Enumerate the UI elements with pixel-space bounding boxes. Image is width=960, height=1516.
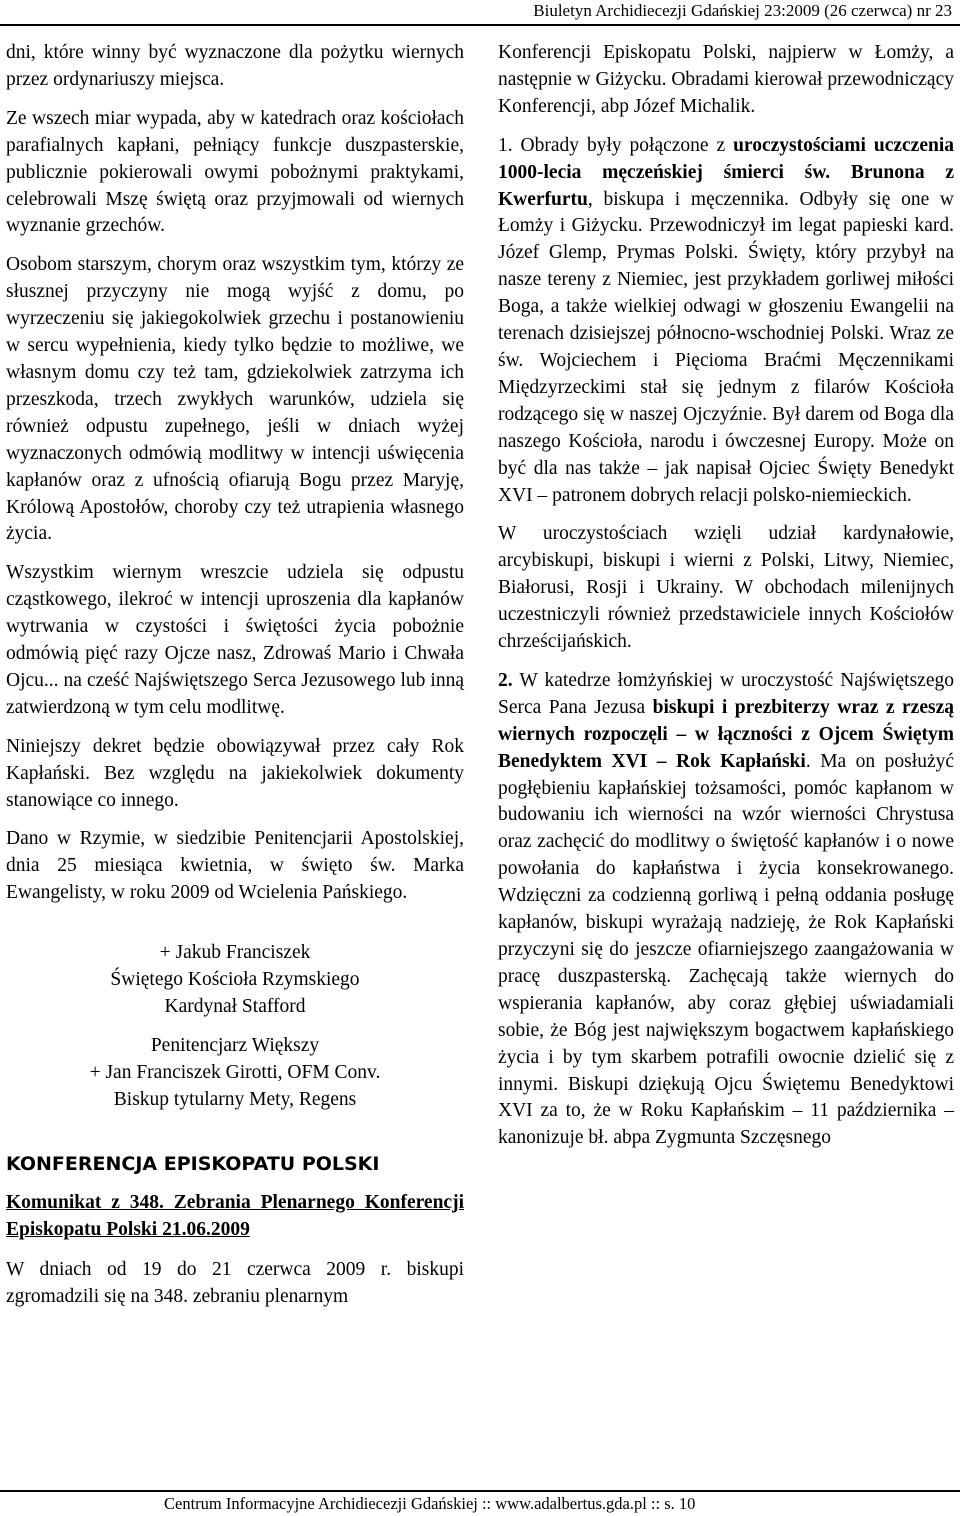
bold-text: uroczystościami uczczenia 1000-lecia męczeńskiej śmierci św. Brunona z Kwerfurtu <box>498 134 954 210</box>
bold-text: biskupi i prezbiterzy wraz z rzeszą wiernych rozpoczęli – w łączności z Ojcem Świętym Benedyktem XVI – Rok Kapłański <box>498 696 954 772</box>
signature-line: Świętego Kościoła Rzymskiego <box>110 969 360 991</box>
paragraph: Dano w Rzymie, w siedzibie Penitencjarii Apostolskiej, dnia 25 miesiąca kwietnia, w święto św. Marka Ewangelisty, w roku 2009 od Wcielenia Pańskiego. <box>6 828 464 904</box>
paragraph: Konferencji Episkopatu Polski, najpierw w Łomży, a następnie w Giżycku. Obradami kierował przewodniczący Konferencji, abp Józef Michalik. <box>498 42 954 117</box>
signature-block-2 <box>6 1032 464 1113</box>
paragraph: W dniach od 19 do 21 czerwca 2009 r. biskupi zgromadzili się na 348. zebraniu plenarnym <box>6 1259 464 1308</box>
signature-line: Biskup tytularny Mety, Regens <box>113 1089 357 1111</box>
text-run: Obrady były połączone z <box>512 134 734 156</box>
section-heading: KONFERENCJA EPISKOPATU POLSKI <box>6 1153 380 1176</box>
item-number: 1. <box>498 134 513 156</box>
signature-line: Penitencjarz Większy <box>150 1035 320 1057</box>
paragraph <box>498 668 954 1152</box>
paragraph <box>498 133 954 510</box>
right-column <box>498 40 954 1164</box>
signature-line: + Jan Franciszek Girotti, OFM Conv. <box>89 1062 381 1084</box>
paragraph: Ze wszech miar wypada, aby w katedrach oraz kościołach parafialnych kapłani, pełniący funkcje duszpasterskie, publicznie pokierowali owymi pobożnymi praktykami, celebrowali Mszę świętą oraz przyjmowali od wiernych wyznanie grzechów. <box>6 107 464 237</box>
header-rule <box>0 24 960 26</box>
signature-line: + Jakub Franciszek <box>159 942 311 964</box>
communique-title: Komunikat z 348. Zebrania Plenarnego Konferencji Episkopatu Polski 21.06.2009 <box>6 1192 464 1241</box>
text-run: . Ma on posłużyć pogłębieniu kapłańskiej tożsamości, pomóc kapłanom w budowaniu ich wierności na wzór wierności Chrystusa oraz zachęcić do modlitwy o świętość kapłanów i o nowe powołania do kapłaństwa i życia konsekrowanego. Wdzięczni za codzienną gorliwą i pełną oddania posługę kapłanów, biskupi wyrażają nadzieję, że Rok Kapłański przyczyni się do jeszcze ofiarniejszego zaangażowania w pracę duszpasterską. Zachęcają także wiernych do wspierania kapłanów, aby coraz głębiej uświadamiali sobie, że Bóg jest największym bogactwem kapłańskiego życia i by tym skarbem potrafili owocnie dzielić się z innymi. Biskupi dziękują Ojcu Świętemu Benedyktowi XVI za to, że w Roku Kapłańskim – 11 października – kanonizuje bł. abpa Zygmunta Szczęsnego <box>498 750 954 1149</box>
text-run: , biskupa i męczennika. Odbyły się one w Łomży i Giżycku. Przewodniczył im legat papieski kard. Józef Glemp, Prymas Polski. Święty, który przybył na nasze tereny z Niemiec, jest przykładem gorliwej miłości Boga, a także wielkiej odwagi w głoszeniu Ewangelii na terenach dzisiejszej północno-wschodniej Polski. Wraz ze św. Wojciechem i Pięcioma Braćmi Męczennikami Międzyrzeckimi stał się jednym z filarów Kościoła rodzącego się w naszej Ojczyźnie. Był darem od Boga dla naszego Kościoła, narodu i ówczesnej Europy. Może on być dla nas także – jak napisał Ojciec Święty Benedykt XVI – patronem dobrych relacji polsko-niemieckich. <box>498 188 954 506</box>
item-number: 2. <box>498 669 513 691</box>
signature-block-1 <box>6 939 464 1020</box>
text-run: W katedrze łomżyńskiej w uroczystość Najświętszego Serca Pana Jezusa <box>498 669 954 718</box>
footer-rule <box>0 1490 960 1492</box>
paragraph: dni, które winny być wyznaczone dla pożytku wiernych przez ordynariuszy miejsca. <box>6 42 464 90</box>
paragraph: Niniejszy dekret będzie obowiązywał przez cały Rok Kapłański. Bez względu na jakiekolwiek dokumenty stanowiące co innego. <box>6 735 464 811</box>
paragraph: W uroczystościach wzięli udział kardynałowie, arcybiskupi, biskupi i wierni z Polski, Litwy, Niemiec, Białorusi, Rosji i Ukrainy. W obchodach milenijnych uczestniczyli również przedstawiciele innych Kościołów chrześcijańskich. <box>498 523 954 653</box>
signature-line: Kardynał Stafford <box>164 996 306 1018</box>
left-column <box>6 40 464 1323</box>
running-header: Biuletyn Archidiecezji Gdańskiej 23:2009 (26 czerwca) nr 23 <box>533 1 952 20</box>
page-footer: Centrum Informacyjne Archidiecezji Gdańskiej :: www.adalbertus.gda.pl :: s. 10 <box>164 1494 696 1513</box>
paragraph: Wszystkim wiernym wreszcie udziela się odpustu cząstkowego, ilekroć w intencji uproszenia dla kapłanów wytrwania w czystości i świętości życia pobożnie odmówią pięć razy Ojcze nasz, Zdrowaś Mario i Chwała Ojcu... na cześć Najświętszego Serca Jezusowego lub inną zatwierdzoną w tym celu modlitwę. <box>6 562 464 718</box>
paragraph: Osobom starszym, chorym oraz wszystkim tym, którzy ze słusznej przyczyny nie mogą wyjść z domu, po wyrzeczeniu się jakiegokolwiek grzechu i postanowieniu w sercu wypełnienia, kiedy tylko będzie to możliwe, we własnym domu czy też tam, gdziekolwiek zatrzyma ich przeszkoda, trzech zwykłych warunków, udziela się również odpustu zupełnego, jeśli w dniach wyżej wyznaczonych odmówią modlitwy w intencji uświęcenia kapłanów oraz z ufnością ofiarują Bogu przez Maryję, Królową Apostołów, choroby czy też utrapienia własnego życia. <box>6 254 464 545</box>
